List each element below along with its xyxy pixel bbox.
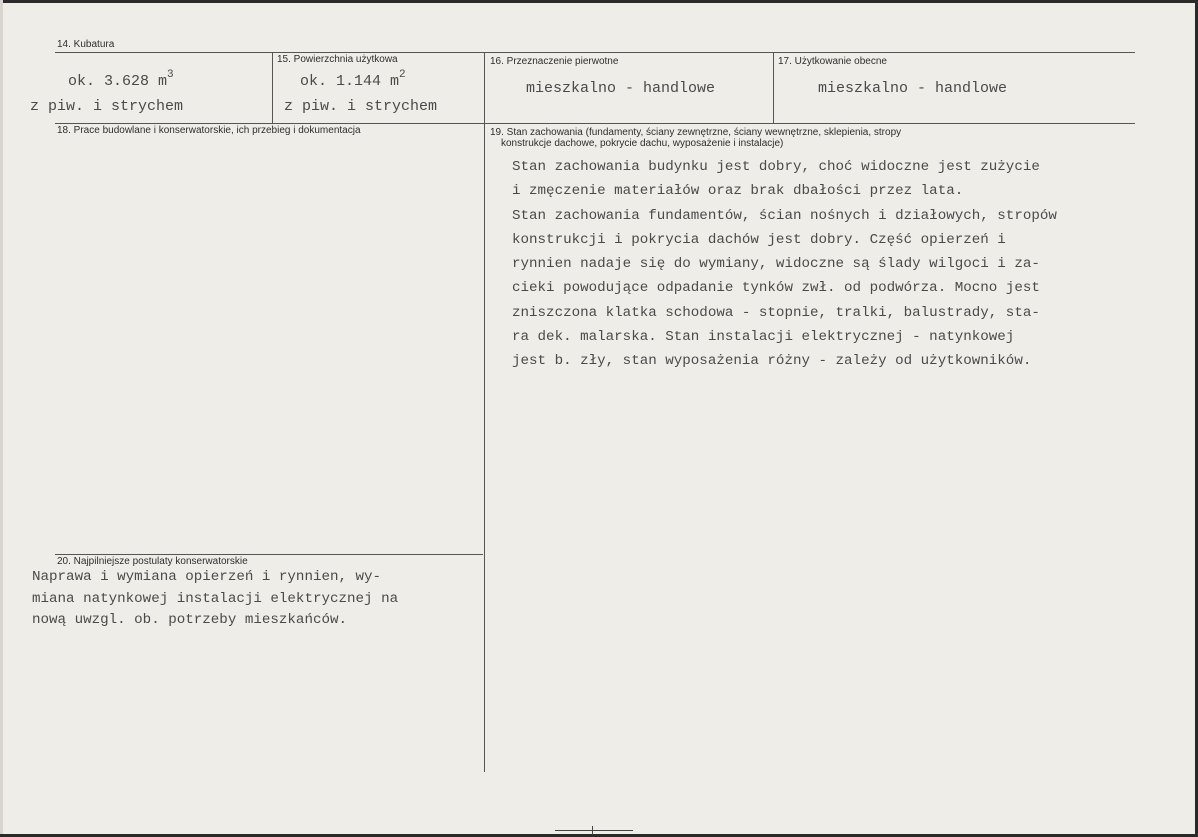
field-19-line: Stan zachowania fundamentów, ścian nośnych i działowych, stropów: [512, 207, 1057, 224]
field-19-line: i zmęczenie materiałów oraz brak dbałości przez lata.: [512, 183, 964, 200]
field-17-value: mieszkalno - handlowe: [818, 80, 1008, 97]
field-15-label: 15. Powierzchnia użytkowa: [277, 54, 398, 65]
card-edge-left: [0, 0, 3, 837]
bottom-fold-mark: [555, 830, 633, 831]
field-20-line: Naprawa i wymiana opierzeń i rynnien, wy-: [32, 569, 382, 585]
divider-16-17: [773, 52, 774, 123]
field-14-note: z piw. i strychem: [30, 98, 184, 115]
field-19-label-line-2: konstrukcje dachowe, pokrycie dachu, wyposażenie i instalacje): [501, 138, 784, 149]
field-19-line: jest b. zły, stan wyposażenia różny - zależy od użytkowników.: [512, 353, 1032, 370]
bottom-center-tick: [592, 826, 593, 835]
field-14-value-text: ok. 3.628 m: [68, 73, 168, 90]
field-15-note: z piw. i strychem: [284, 98, 438, 115]
field-19-line: Stan zachowania budynku jest dobry, choć widoczne jest zużycie: [512, 159, 1040, 175]
field-14-value-exponent: 3: [167, 69, 174, 81]
field-19-line: rynnien nadaje się do wymiany, widoczne są ślady wilgoci i za-: [512, 256, 1040, 273]
field-20-label: 20. Najpilniejsze postulaty konserwatorskie: [57, 556, 248, 567]
rule-fields-bottom: [55, 123, 1135, 124]
rule-top: [55, 52, 1135, 53]
field-19-label-line-1: 19. Stan zachowania (fundamenty, ściany zewnętrzne, ściany wewnętrzne, sklepienia, stropy: [490, 127, 902, 138]
field-20-line: miana natynkowej instalacji elektrycznej na: [32, 590, 399, 607]
field-16-value: mieszkalno - handlowe: [526, 80, 716, 97]
field-19-line: cieki powodujące odpadanie tynków zwł. od podwórza. Mocno jest: [512, 280, 1040, 297]
divider-14-15: [272, 52, 273, 123]
card-edge-top: [0, 0, 1198, 3]
field-19-text: [512, 155, 1057, 374]
field-14-label: 14. Kubatura: [57, 39, 115, 50]
field-19-line: konstrukcji i pokrycia dachów jest dobry. Część opierzeń i: [512, 231, 1006, 248]
field-20-text: [32, 567, 398, 632]
rule-field20-top: [55, 554, 483, 555]
field-14-value: [68, 69, 174, 90]
field-19-line: zniszczona klatka schodowa - stopnie, tralki, balustrady, sta-: [512, 304, 1040, 321]
field-19-line: ra dek. malarska. Stan instalacji elektrycznej - natynkowej: [512, 329, 1015, 346]
field-15-value-text: ok. 1.144 m: [300, 73, 400, 90]
field-20-line: nową uwzgl. ob. potrzeby mieszkańców.: [32, 612, 348, 628]
divider-15-16: [484, 52, 485, 772]
field-18-label: 18. Prace budowlane i konserwatorskie, ich przebieg i dokumentacja: [57, 125, 361, 136]
field-16-label: 16. Przeznaczenie pierwotne: [490, 56, 619, 67]
field-15-value: [300, 69, 406, 90]
field-19-label: [490, 127, 1110, 149]
field-15-value-exponent: 2: [399, 69, 406, 81]
field-17-label: 17. Użytkowanie obecne: [778, 56, 887, 67]
